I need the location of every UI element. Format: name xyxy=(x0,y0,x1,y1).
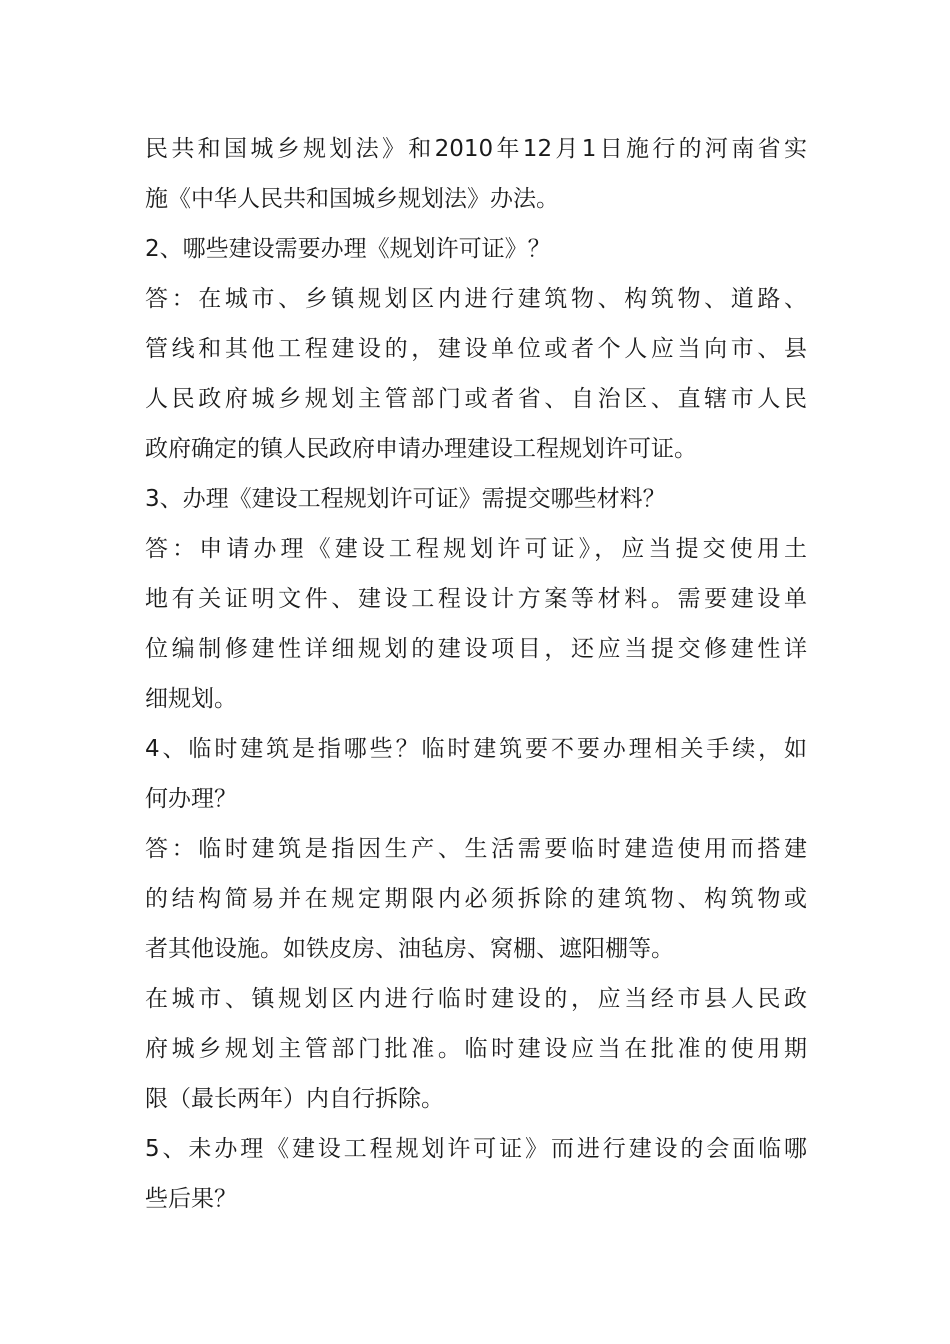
text-line: 管线和其他工程建设的，建设单位或者个人应当向市、县 xyxy=(145,336,807,362)
text-line: 答：临时建筑是指因生产、生活需要临时建造使用而搭建 xyxy=(145,836,807,862)
text-line: 答：在城市、乡镇规划区内进行建筑物、构筑物、道路、 xyxy=(145,286,807,312)
text-line: 位编制修建性详细规划的建设项目，还应当提交修建性详 xyxy=(145,636,807,662)
text-line: 政府确定的镇人民政府申请办理建设工程规划许可证。 xyxy=(145,436,697,462)
text-line: 人民政府城乡规划主管部门或者省、自治区、直辖市人民 xyxy=(145,386,807,412)
question-heading: 些后果？ xyxy=(145,1186,237,1212)
question-heading: 5、未办理《建设工程规划许可证》而进行建设的会面临哪 xyxy=(145,1136,807,1162)
question-heading: 2、哪些建设需要办理《规划许可证》？ xyxy=(145,236,551,262)
text-line: 答：申请办理《建设工程规划许可证》，应当提交使用土 xyxy=(145,536,807,562)
text-line: 细规划。 xyxy=(145,686,237,712)
text-line: 的结构简易并在规定期限内必须拆除的建筑物、构筑物或 xyxy=(145,886,807,912)
question-heading: 3、办理《建设工程规划许可证》需提交哪些材料？ xyxy=(145,486,666,512)
text-line: 府城乡规划主管部门批准。临时建设应当在批准的使用期 xyxy=(145,1036,807,1062)
text-line: 民共和国城乡规划法》和2010年12月1日施行的河南省实 xyxy=(145,136,807,162)
question-heading: 4、临时建筑是指哪些？临时建筑要不要办理相关手续，如 xyxy=(145,736,807,762)
text-line: 地有关证明文件、建设工程设计方案等材料。需要建设单 xyxy=(145,586,807,612)
text-line: 限（最长两年）内自行拆除。 xyxy=(145,1086,444,1112)
text-line: 施《中华人民共和国城乡规划法》办法。 xyxy=(145,186,559,212)
text-line: 在城市、镇规划区内进行临时建设的，应当经市县人民政 xyxy=(145,986,807,1012)
document-body xyxy=(145,124,807,1224)
text-line: 者其他设施。如铁皮房、油毡房、窝棚、遮阳棚等。 xyxy=(145,936,674,962)
question-heading: 何办理？ xyxy=(145,786,237,812)
